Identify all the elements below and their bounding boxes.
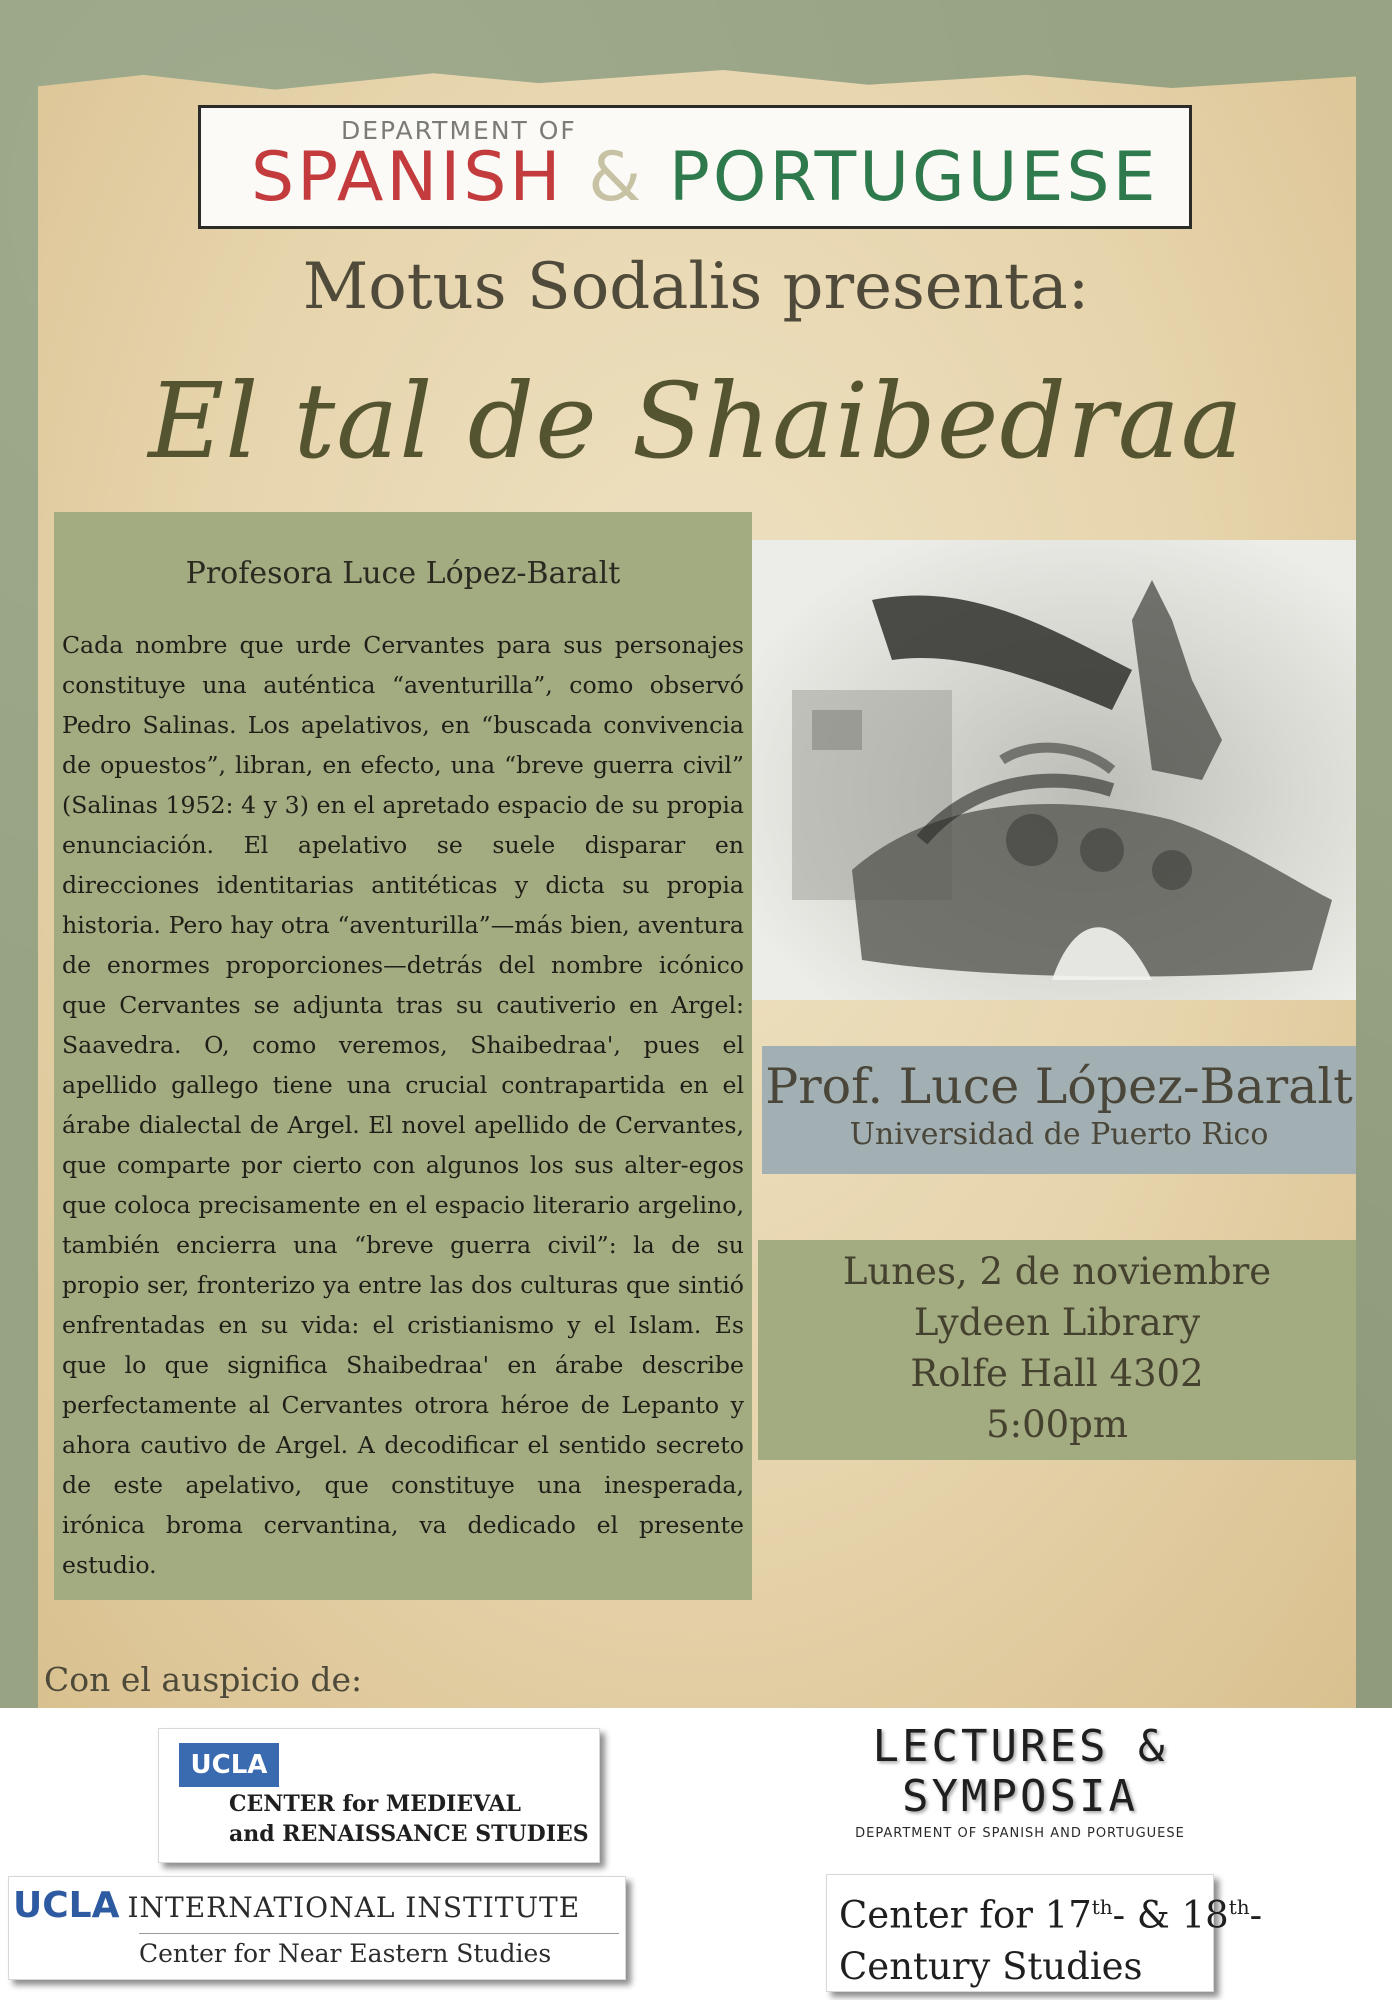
c17-part-1: Center for 17: [839, 1893, 1092, 1937]
presenta-heading: Motus Sodalis presenta:: [302, 250, 1090, 324]
ucla-badge: UCLA: [179, 1743, 279, 1787]
abstract-panel: [54, 512, 752, 1600]
ls-line-1: LECTURES &: [872, 1721, 1168, 1772]
c17-text: [839, 1881, 1262, 1993]
ls-subtitle: DEPARTMENT OF SPANISH AND PORTUGUESE: [855, 1826, 1185, 1841]
event-details-panel: [758, 1240, 1356, 1460]
ampersand: &: [588, 138, 645, 217]
ship-battle-engraving: [752, 540, 1356, 1000]
spanish-word: SPANISH: [251, 138, 564, 217]
abstract-heading: Profesora Luce López-Baralt: [185, 556, 621, 591]
c17-part-2: - & 18: [1112, 1893, 1229, 1937]
ii-name: INTERNATIONAL INSTITUTE: [127, 1891, 581, 1924]
international-institute-logo: [8, 1876, 626, 1980]
ls-line-2: SYMPOSIA: [902, 1771, 1138, 1822]
engraving-illustration: [752, 540, 1356, 1000]
event-time: 5:00pm: [986, 1403, 1128, 1446]
c17-part-3: -: [1249, 1893, 1263, 1937]
lectures-symposia-logo: [820, 1722, 1220, 1841]
c17-line-2: Century Studies: [839, 1945, 1143, 1989]
ii-ucla-word: UCLA: [13, 1885, 120, 1926]
c17-sup-1: th: [1091, 1895, 1113, 1919]
department-name: [251, 138, 1159, 217]
ii-title-row: [13, 1885, 580, 1926]
center-17-18-century-logo: [826, 1874, 1263, 1992]
sponsors-label: Con el auspicio de:: [44, 1660, 363, 1699]
department-of-label: DEPARTMENT OF: [341, 116, 577, 145]
ii-subtitle: Center for Near Eastern Studies: [139, 1939, 552, 1968]
department-logo: [198, 105, 1192, 229]
c17-sup-2: th: [1228, 1895, 1250, 1919]
speaker-name: Prof. Luce López-Baralt: [765, 1058, 1353, 1115]
abstract-text: Cada nombre que urde Cervantes para sus personajes constituye una auténtica “aventurilla”, como observó Pedro Salinas. Los apelativos, en “buscada convivencia de opuestos”, libran, en efecto, una “breve guerra civil” (Salinas 1952: 4 y 3) en el apretado espacio de su propia enunciación. El apelativo se suele disparar en direcciones identitarias antitéticas y dicta su propia historia. Pero hay otra “aventurilla”—más bien, aventura de enormes proporciones—detrás del nombre icónico que Cervantes se adjunta tras su cautiverio en Argel: Saavedra. O, como veremos, Shaibedraa', pues el apellido gallego tiene una crucial contrapartida en el árabe dialectal de Argel. El novel apellido de Cervantes, que comparte por cierto con algunos los sus alter-egos que coloca precisamente en el espacio literario argelino, también encierra una “breve guerra civil”: la de su propio ser, fronterizo ya entre las dos culturas que sintió enfrentadas en su vida: el cristianismo y el Islam. Es que lo que significa Shaibedraa' en árabe describe perfectamente al Cervantes otrora héroe de Lepanto y ahora cautivo de Argel. A decodificar el sentido secreto de este apelativo, que constituye una inesperada, irónica broma cervantina, va dedicado el presente estudio.: [62, 631, 744, 1579]
cmrs-line-1: CENTER for MEDIEVAL: [229, 1791, 522, 1817]
ii-divider: [139, 1933, 619, 1934]
event-venue: Lydeen Library: [913, 1301, 1201, 1344]
cmrs-logo: [158, 1728, 600, 1863]
lecture-title: El tal de Shaibedraa: [148, 360, 1244, 482]
portuguese-word: PORTUGUESE: [668, 138, 1159, 217]
event-date: Lunes, 2 de noviembre: [842, 1250, 1272, 1293]
speaker-panel: [762, 1046, 1356, 1174]
cmrs-line-2: and RENAISSANCE STUDIES: [229, 1821, 589, 1847]
event-room: Rolfe Hall 4302: [910, 1352, 1204, 1395]
speaker-university: Universidad de Puerto Rico: [849, 1117, 1269, 1152]
